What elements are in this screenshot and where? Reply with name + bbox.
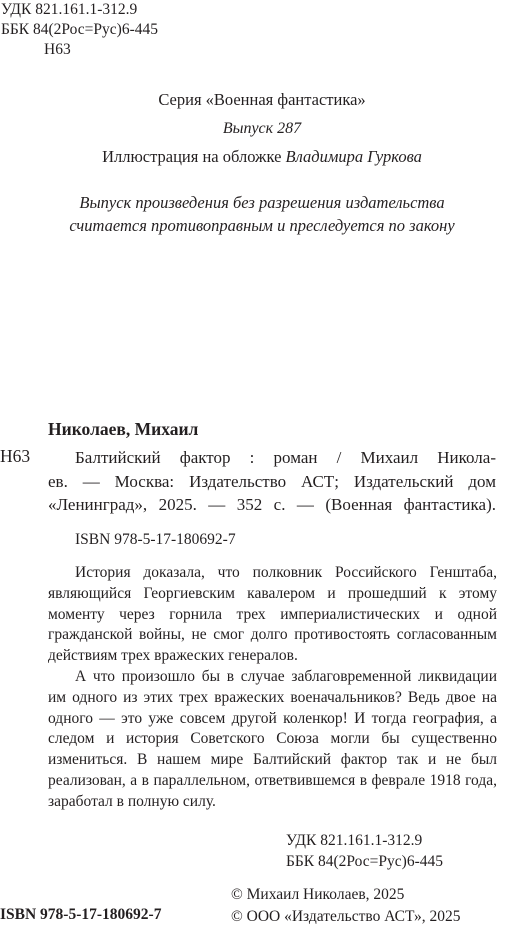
record-author: Николаев, Михаил <box>48 419 199 439</box>
series-line: Серия «Военная фантастика» <box>158 90 366 109</box>
udk-code: УДК 821.161.1-312.9 <box>1 1 138 18</box>
bottom-udk-code: УДК 821.161.1-312.9 <box>286 832 423 849</box>
copyright-author: © Михаил Николаев, 2025 <box>231 886 405 903</box>
top-classification-codes <box>1 0 158 60</box>
annotation-paragraph-2: А что произошло бы в случае заблаговременной ликвидации им одного из этих трех вражеских военачальников? Ведь двое на одного — это уже совсем другой коленкор! И тогда география, а следом и история Советского Союза могли бы существенно измениться. В нашем мире Балтийский фактор так и не был реализован, а в параллельном, ответвившемся в феврале 1918 года, заработал в полную силу. <box>48 667 497 810</box>
isbn-bold: ISBN 978-5-17-180692-7 <box>0 906 162 923</box>
biblio-line-2: ев. — Москва: Издательство АСТ; Издательский дом <box>48 471 496 491</box>
bottom-classification-codes <box>286 830 443 872</box>
legal-warning <box>0 191 524 237</box>
bottom-bbk-code: ББК 84(2Рос=Рус)6-445 <box>286 853 443 870</box>
annotation <box>48 563 497 813</box>
issue-number: Выпуск 287 <box>222 120 302 137</box>
annotation-paragraph-1: История доказала, что полковник Российского Генштаба, являющийся Георгиевским кавалером и прошедший к этому моменту через горнила трех империалистических и одной гражданской войны, не смог долго противостоять согласованным действиям трех вражеских генералов. <box>48 564 497 665</box>
record-isbn: ISBN 978-5-17-180692-7 <box>75 531 236 548</box>
illustration-prefix: Иллюстрация на обложке <box>102 147 282 166</box>
cutter-code: Н63 <box>44 41 71 58</box>
bbk-code: ББК 84(2Рос=Рус)6-445 <box>1 21 158 38</box>
illustrator-name: Владимира Гуркова <box>285 147 422 166</box>
biblio-line-3: «Ленинград», 2025. — 352 с. — (Военная фантастика). <box>48 495 496 514</box>
copyright-publisher: © ООО «Издательство АСТ», 2025 <box>231 908 461 925</box>
record-cutter: Н63 <box>0 446 31 466</box>
warning-line-2: считается противоправным и преследуется по закону <box>69 216 455 235</box>
warning-line-1: Выпуск произведения без разрешения издательства <box>79 193 445 212</box>
copyright-block <box>231 884 461 928</box>
illustration-credit <box>0 147 524 167</box>
biblio-line-1: Балтийский фактор : роман / Михаил Никола- <box>75 448 496 467</box>
bibliographic-description <box>48 446 496 517</box>
